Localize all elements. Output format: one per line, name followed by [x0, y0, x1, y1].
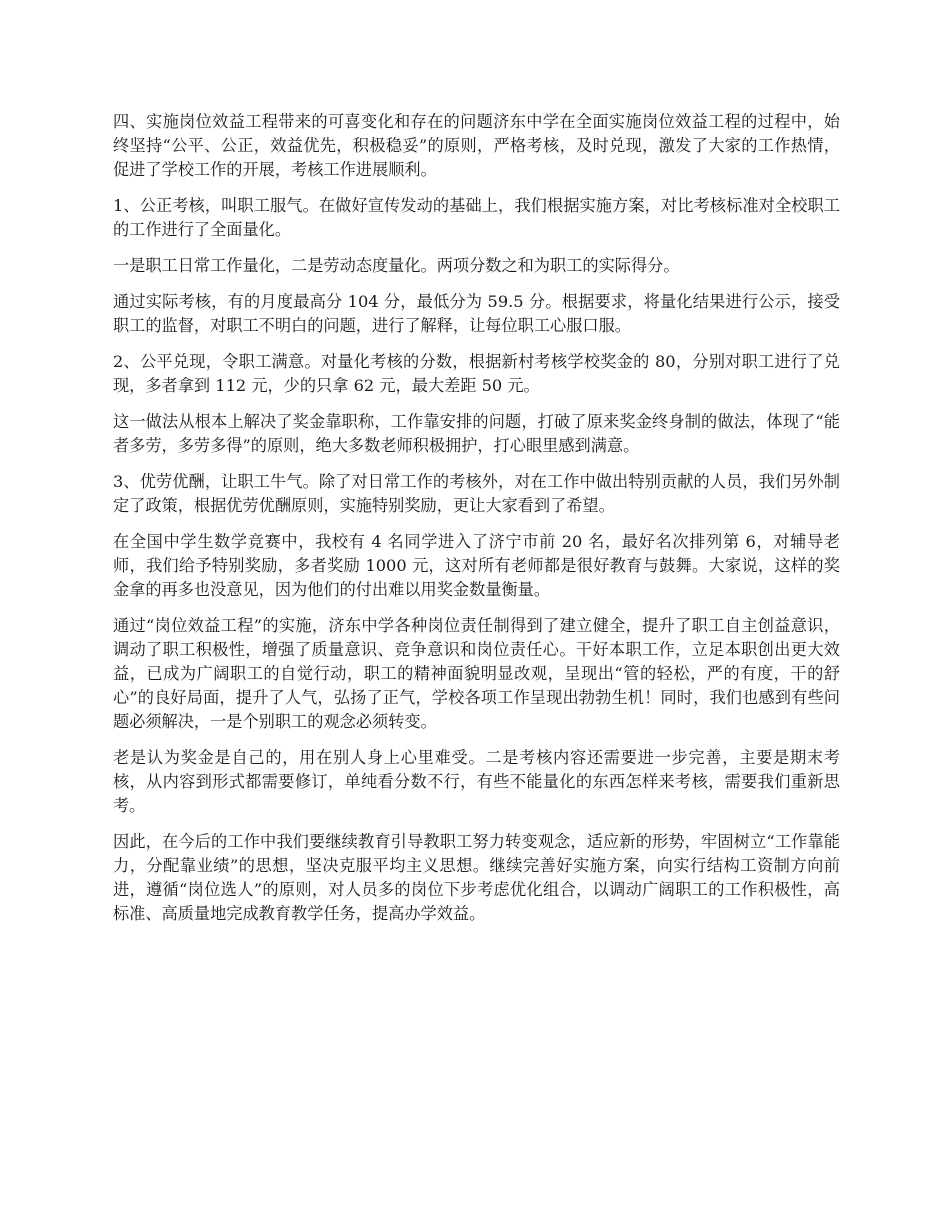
paragraph-quantification: 一是职工日常工作量化，二是劳动态度量化。两项分数之和为职工的实际得分。	[113, 256, 680, 275]
paragraph-project-outcomes: 通过“岗位效益工程”的实施，济东中学各种岗位责任制得到了建立健全，提升了职工自主创益意识，调动了职工积极性，增强了质量意识、竞争意识和岗位责任心。干好本职工作，立足本职创出更大效益，已成为广阔职工的自觉行动，职工的精神面貌明显改观，呈现出“管的轻松，严的有度，干的舒心”的良好局面，提升了人气，弘扬了正气，学校各项工作呈现出勃勃生机！同时，我们也感到有些问题必须解决，一是个别职工的观念必须转变。	[113, 616, 840, 731]
paragraph-math-competition: 在全国中学生数学竞赛中，我校有 4 名同学进入了济宁市前 20 名，最好名次排列第 6，对辅导老师，我们给予特别奖励，多者奖励 1000 元，这对所有老师都是很好教育与鼓舞。大家说，这样的奖金拿的再多也没意见，因为他们的付出难以用奖金数量衡量。	[113, 532, 840, 599]
paragraph-fair-payout: 2、公平兑现，令职工满意。对量化考核的分数，根据新村考核学校奖金的 80，分别对职工进行了兑现，多者拿到 112 元，少的只拿 62 元，最大差距 50 元。	[113, 352, 840, 395]
paragraph-score-results: 通过实际考核，有的月度最高分 104 分，最低分为 59.5 分。根据要求，将量化结果进行公示，接受职工的监督，对职工不明白的问题，进行了解释，让每位职工心服口服。	[113, 292, 840, 335]
paragraph-payout-effect: 这一做法从根本上解决了奖金靠职称，工作靠安排的问题，打破了原来奖金终身制的做法，体现了“能者多劳，多劳多得”的原则，绝大多数老师积极拥护，打心眼里感到满意。	[113, 412, 840, 455]
paragraph-future-work: 因此，在今后的工作中我们要继续教育引导教职工努力转变观念，适应新的形势，牢固树立“工作靠能力，分配靠业绩”的思想，坚决克服平均主义思想。继续完善好实施方案，向实行结构工资制方向前进，遵循“岗位选人”的原则，对人员多的岗位下步考虑优化组合，以调动广阔职工的工作积极性，高标准、高质量地完成教育教学任务，提高办学效益。	[113, 832, 840, 923]
document-page	[113, 110, 840, 938]
paragraph-section-four-intro: 四、实施岗位效益工程带来的可喜变化和存在的问题济东中学在全面实施岗位效益工程的过程中，始终坚持“公平、公正，效益优先，积极稳妥”的原则，严格考核，及时兑现，激发了大家的工作热情，促进了学校工作的开展，考核工作进展顺利。	[113, 112, 840, 179]
paragraph-remaining-issues: 老是认为奖金是自己的，用在别人身上心里难受。二是考核内容还需要进一步完善，主要是期末考核，从内容到形式都需要修订，单纯看分数不行，有些不能量化的东西怎样来考核，需要我们重新思考。	[113, 748, 840, 815]
paragraph-merit-reward: 3、优劳优酬，让职工牛气。除了对日常工作的考核外，对在工作中做出特别贡献的人员，我们另外制定了政策，根据优劳优酬原则，实施特别奖励，更让大家看到了希望。	[113, 472, 840, 515]
paragraph-fair-assessment: 1、公正考核，叫职工服气。在做好宣传发动的基础上，我们根据实施方案，对比考核标准对全校职工的工作进行了全面量化。	[113, 196, 840, 239]
